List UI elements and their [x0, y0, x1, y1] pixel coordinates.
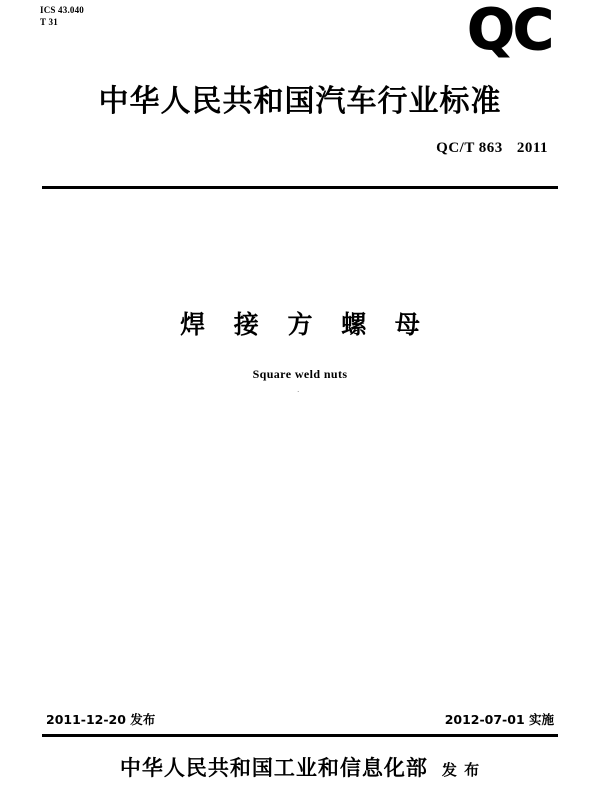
publisher-line: [0, 752, 600, 782]
implementation-date: 2012-07-01 实施: [444, 712, 554, 727]
ics-code: ICS 43.040: [40, 5, 85, 15]
standard-number-code: QC/T 863: [436, 140, 503, 156]
qc-logo: QC: [467, 0, 552, 63]
header-divider-rule: [42, 186, 558, 189]
ics-category-code: T 31: [40, 17, 58, 27]
standard-number-year: 2011: [516, 140, 548, 156]
page-speck: ·: [297, 388, 300, 396]
document-title-english: Square weld nuts: [252, 367, 348, 381]
ics-classification-block: [40, 4, 84, 28]
document-title-chinese: 焊 接 方 螺 母: [180, 310, 430, 339]
footer-divider-rule: [42, 734, 558, 737]
standard-header-title: 中华人民共和国汽车行业标准: [98, 84, 502, 119]
standard-number: [436, 140, 548, 157]
publisher-name: 中华人民共和国工业和信息化部: [119, 756, 428, 780]
publisher-verb: 发 布: [441, 761, 481, 779]
issue-date: 2011-12-20 发布: [46, 712, 156, 727]
